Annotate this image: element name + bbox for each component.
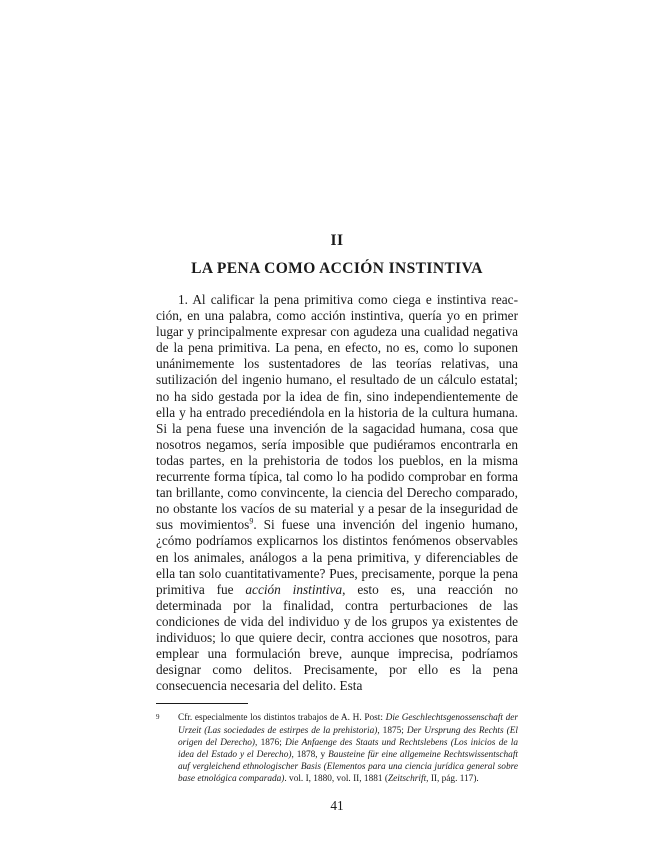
body-paragraph xyxy=(156,292,518,694)
footnote-title-4: Bausteine für eine allgemeine Rechtswissentschaft auf vergleichend ethnologischer Basis (Elementos para una ciencia jurídica general sobre base etnológica comparada) xyxy=(178,749,518,785)
footnote-reference: 9 xyxy=(249,516,254,526)
footnote-marker: 9 xyxy=(156,713,160,722)
body-text-part-2: . Si fuese una invención del ingenio humano, ¿cómo podríamos explicarnos los distintos fenómenos observables en los animales, análogos a la pena primitiva, y diferenciables de ella tan solo cuantitativamente? Pues, precisamente, porque la pena primitiva fue xyxy=(156,517,518,597)
body-text-part-3: , esto es, una reacción no determinada por la finalidad, contra perturbaciones de las condiciones de vida del individuo y de los grupos ya existentes de individuos; lo que quiere decir, contra acciones que nosotros, para emplear una formulación breve, aunque imprecisa, podríamos designar como delitos. Precisamente, por ello es la pena consecuencia necesaria del delito. Esta xyxy=(156,581,518,694)
footnote-title-1: Die Geschlechtsgenossenschaft der Urzeit (Las sociedades de estirpes de la prehistoria) xyxy=(178,713,518,736)
footnote-text-4: , 1878, y xyxy=(291,749,329,760)
footnote-title-2: Der Ursprung des Rechts (El origen del Derecho) xyxy=(178,725,518,748)
footnote-separator xyxy=(156,703,248,704)
footnote-title-3: Die Anfaenge des Staats und Rechtslebens (Los inicios de la idea del Estado y el Derecho) xyxy=(178,737,518,760)
footnote-text-1: Cfr. especialmente los distintos trabajos de A. H. Post: xyxy=(178,713,386,724)
body-text-part-1: 1. Al calificar la pena primitiva como ciega e instintiva reacción, en una palabra, como acción instintiva, quería yo en primer lugar y principalmente expresar con agudeza una cualidad negativa de la pena primitiva. La pena, en efecto, no es, como lo suponen unánimemente los sustentadores de las teorías relativas, una sutilización del ingenio humano, el resultado de un cálculo estatal; no ha sido gestada por la idea de fin, sino independientemente de ella y ha entrado precediéndola en la historia de la cultura humana. Si la pena fuese una invención de la sagacidad humana, cosa que nosotros negamos, sería imposible que pudiéramos encontrarla en todas partes, en la prehistoria de todos los pueblos, en la misma recurrente forma típica, tal como lo ha podido comprobar en forma tan brillante, como convincente, la ciencia del Derecho comparado, no obstante los vacíos de su material y a pesar de la inseguridad de sus movimientos xyxy=(156,292,518,533)
chapter-title: LA PENA COMO ACCIÓN INSTINTIVA xyxy=(191,260,483,277)
footnote-text-3: , 1876; xyxy=(254,737,286,748)
footnote-title-5: Zeitschrift xyxy=(387,774,427,785)
book-page xyxy=(156,232,518,814)
body-emphasis: acción instintiva xyxy=(245,581,343,597)
footnote xyxy=(156,712,518,785)
footnote-text-5: . vol. I, 1880, vol. II, 1881 ( xyxy=(284,774,388,785)
chapter-number: II xyxy=(330,232,344,249)
footnote-text-6: , II, pág. 117). xyxy=(426,774,479,785)
footnote-text-2: , 1875; xyxy=(377,725,407,736)
page-number: 41 xyxy=(330,797,344,813)
